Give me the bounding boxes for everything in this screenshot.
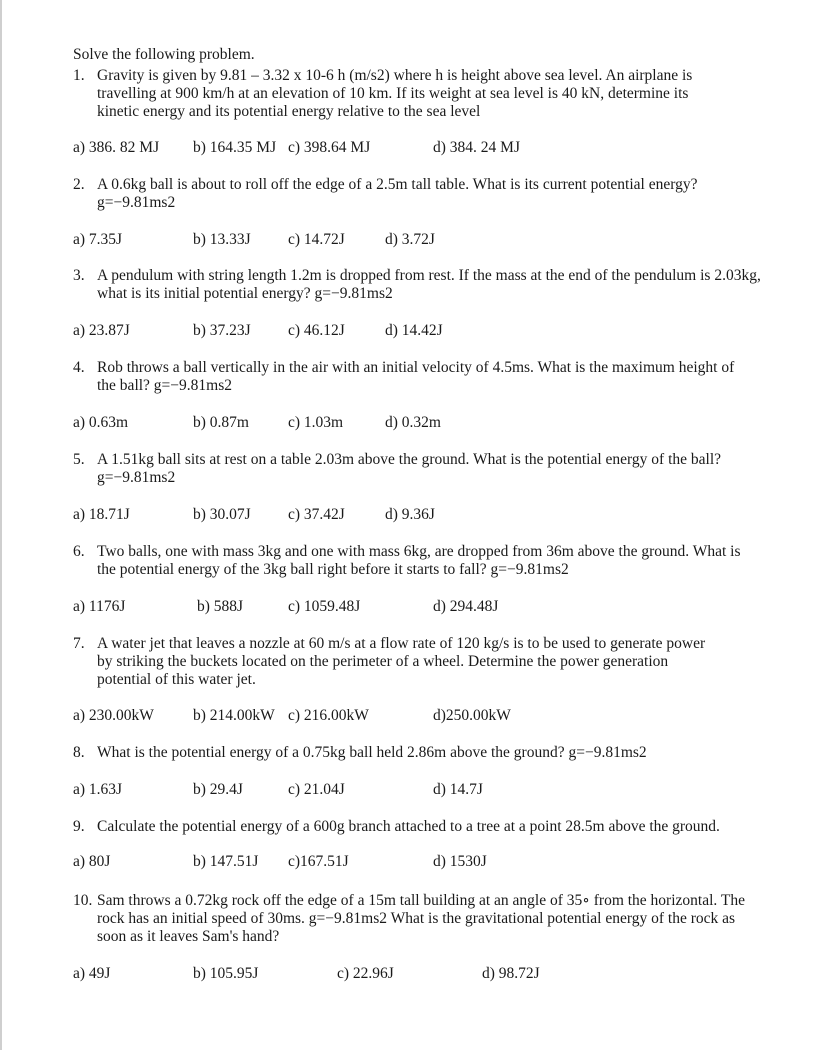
question-line: A 0.6kg ball is about to roll off the edge of a 2.5m tall table. What is its current potential energy? (97, 176, 698, 193)
question-text (97, 451, 771, 487)
option-c: c) 216.00kW (288, 707, 369, 724)
option-c: c) 22.96J (337, 965, 394, 982)
question-number: 6. (73, 543, 85, 560)
option-b: b) 164.35 MJ (193, 139, 277, 156)
option-c: c) 1.03m (288, 414, 344, 431)
option-c: c) 14.72J (288, 231, 345, 248)
question-line: kinetic energy and its potential energy relative to the sea level (97, 103, 481, 120)
question-text (97, 892, 771, 946)
question-line: the ball? g=−9.81ms2 (97, 377, 233, 394)
question-text (97, 635, 771, 689)
question-number: 2. (73, 176, 85, 193)
option-d: d) 14.42J (385, 322, 443, 339)
question-line: A water jet that leaves a nozzle at 60 m/s at a flow rate of 120 kg/s is to be used to generate power (97, 635, 706, 652)
option-c: c) 37.42J (288, 506, 345, 523)
question-line: A pendulum with string length 1.2m is dropped from rest. If the mass at the end of the pendulum is 2.03kg, (97, 267, 761, 284)
question-line: soon as it leaves Sam's hand? (97, 928, 280, 945)
question-text (97, 359, 771, 395)
question-line: Two balls, one with mass 3kg and one with mass 6kg, are dropped from 36m above the ground. What is (97, 543, 741, 560)
question-number: 10. (73, 892, 93, 909)
option-b: b) 29.4J (193, 781, 243, 798)
question-text (97, 267, 771, 303)
question-number: 5. (73, 451, 85, 468)
question-number: 3. (73, 267, 85, 284)
option-a: a) 23.87J (73, 322, 130, 339)
question-line: g=−9.81ms2 (97, 469, 176, 486)
option-d: d) 384. 24 MJ (433, 139, 520, 156)
option-b: b) 0.87m (193, 414, 249, 431)
question-number: 1. (73, 67, 85, 84)
option-b: b) 214.00kW (193, 707, 275, 724)
question-text (97, 176, 771, 212)
option-b: b) 13.33J (193, 231, 251, 248)
option-c: c) 398.64 MJ (288, 139, 371, 156)
option-d: d) 3.72J (385, 231, 435, 248)
option-b: b) 30.07J (193, 506, 251, 523)
option-d: d) 14.7J (433, 781, 483, 798)
option-b: b) 37.23J (193, 322, 251, 339)
option-a: a) 7.35J (73, 231, 123, 248)
question-number: 9. (73, 818, 85, 835)
option-a: a) 386. 82 MJ (73, 139, 160, 156)
option-d: d) 98.72J (482, 965, 540, 982)
instructions-text: Solve the following problem. (73, 46, 255, 63)
option-d: d) 1530J (433, 853, 487, 870)
option-b: b) 588J (197, 598, 244, 615)
option-a: a) 1.63J (73, 781, 123, 798)
question-line: A 1.51kg ball sits at rest on a table 2.03m above the ground. What is the potential energy of the ball? (97, 451, 722, 468)
option-a: a) 0.63m (73, 414, 129, 431)
question-line: Rob throws a ball vertically in the air with an initial velocity of 4.5ms. What is the maximum height of (97, 359, 735, 376)
question-line: the potential energy of the 3kg ball right before it starts to fall? g=−9.81ms2 (97, 561, 569, 578)
question-text (97, 543, 771, 579)
question-line: Gravity is given by 9.81 – 3.32 x 10-6 h (m/s2) where h is height above sea level. An airplane is (97, 67, 693, 84)
question-line: What is the potential energy of a 0.75kg ball held 2.86m above the ground? g=−9.81ms2 (97, 744, 647, 761)
option-c: c)167.51J (288, 853, 349, 870)
option-c: c) 21.04J (288, 781, 345, 798)
question-number: 8. (73, 744, 85, 761)
question-number: 4. (73, 359, 85, 376)
option-a: a) 49J (73, 965, 111, 982)
question-line: rock has an initial speed of 30ms. g=−9.81ms2 What is the gravitational potential energy of the rock as (97, 910, 736, 927)
question-line: by striking the buckets located on the perimeter of a wheel. Determine the power generation (97, 653, 669, 670)
question-line: potential of this water jet. (97, 671, 256, 688)
question-line: what is its initial potential energy? g=−9.81ms2 (97, 285, 393, 302)
option-d: d) 9.36J (385, 506, 435, 523)
question-text (97, 744, 771, 762)
option-d: d) 294.48J (433, 598, 499, 615)
option-c: c) 1059.48J (288, 598, 361, 615)
option-b: b) 147.51J (193, 853, 259, 870)
question-text (97, 818, 771, 836)
question-line: Calculate the potential energy of a 600g branch attached to a tree at a point 28.5m above the ground. (97, 818, 720, 835)
option-c: c) 46.12J (288, 322, 345, 339)
option-a: a) 18.71J (73, 506, 130, 523)
question-line: g=−9.81ms2 (97, 194, 176, 211)
option-a: a) 80J (73, 853, 111, 870)
question-line: travelling at 900 km/h at an elevation of 10 km. If its weight at sea level is 40 kN, determine its (97, 85, 689, 102)
option-d: d) 0.32m (385, 414, 441, 431)
question-line: Sam throws a 0.72kg rock off the edge of a 15m tall building at an angle of 35∘ from the horizontal. The (97, 892, 745, 909)
question-text (97, 67, 771, 121)
option-b: b) 105.95J (193, 965, 259, 982)
option-a: a) 230.00kW (73, 707, 154, 724)
option-d: d)250.00kW (433, 707, 511, 724)
option-a: a) 1176J (73, 598, 126, 615)
question-number: 7. (73, 635, 85, 652)
